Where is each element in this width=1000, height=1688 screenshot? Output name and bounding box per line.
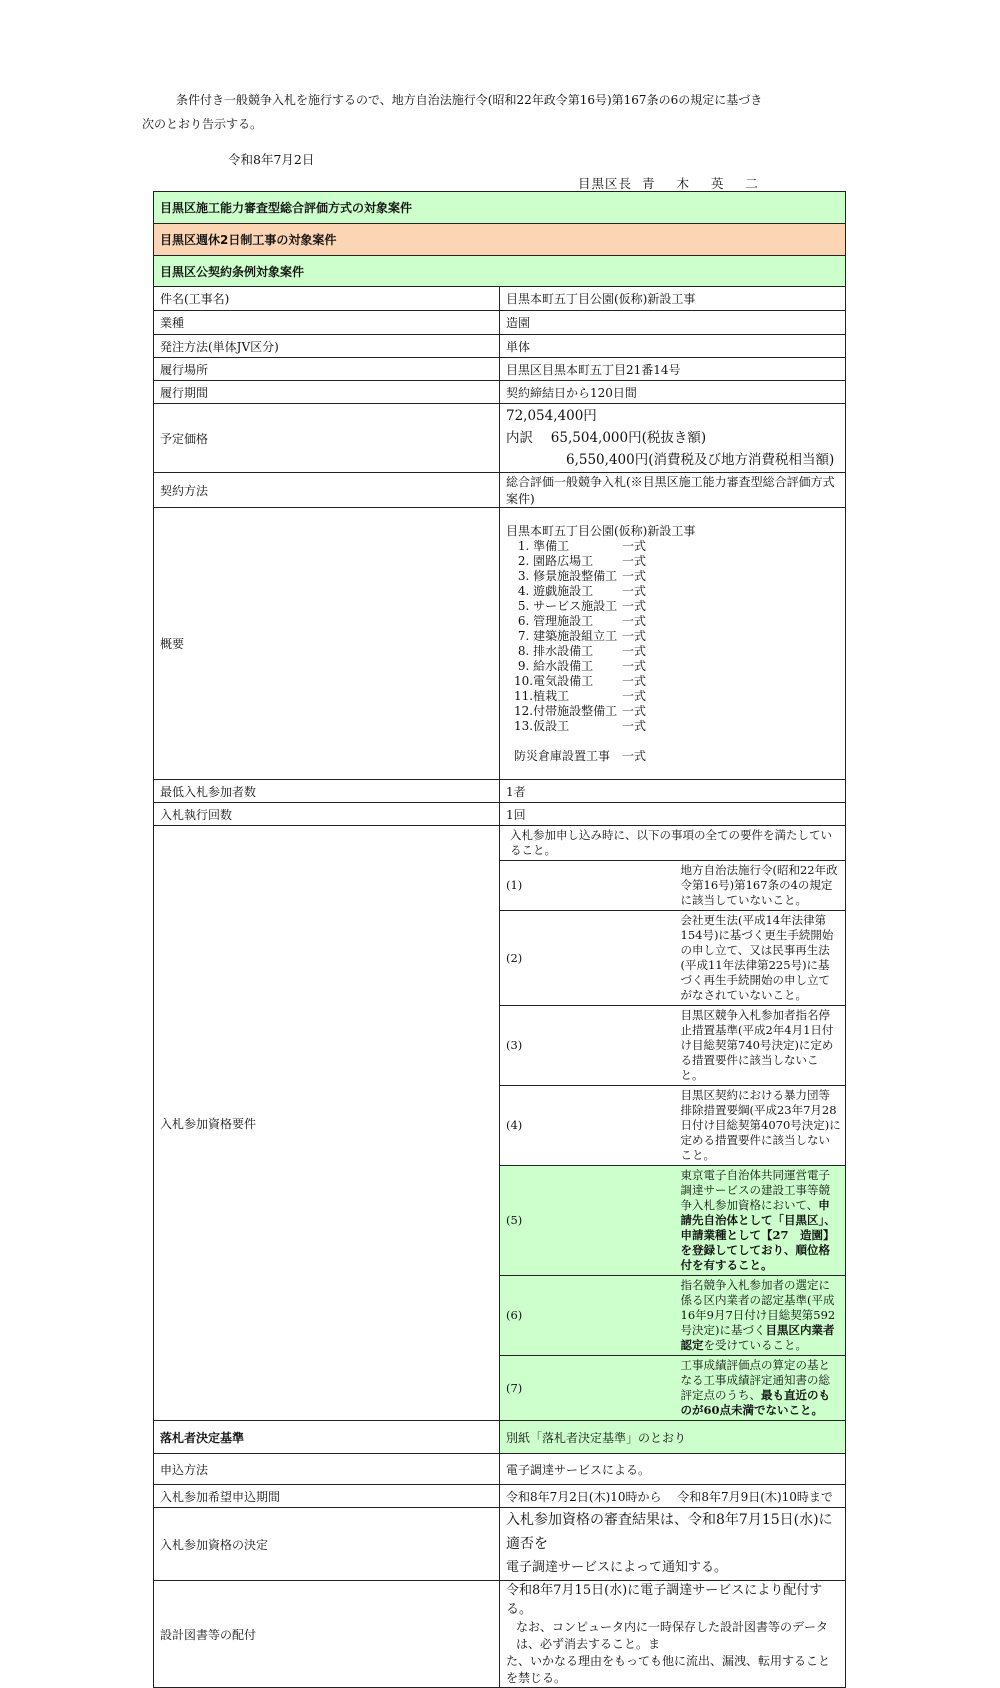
outline-item-qty: 一式: [622, 704, 647, 718]
header-public-contract: 目黒区公契約条例対象案件: [154, 256, 846, 287]
requirement-number: (5): [500, 1166, 673, 1276]
requirement-text-part: を受けていること。: [703, 1338, 807, 1352]
outline-item-name: 8. 排水設備工: [514, 644, 594, 658]
value-outline: [500, 508, 846, 780]
outline-item-name: 4. 遊戯施設工: [514, 584, 594, 598]
outline-item-qty: 一式: [622, 554, 647, 568]
row-application-period: [154, 1485, 846, 1508]
outline-item: [506, 614, 839, 629]
outline-item-name: 11.植栽工: [514, 689, 570, 703]
outline-item-name: 9. 給水設備工: [514, 659, 594, 673]
issuer: [578, 174, 767, 192]
value-requirements: [500, 826, 846, 1421]
label-requirements: 入札参加資格要件: [154, 826, 500, 1421]
value-contract: 総合評価一般競争入札(※目黒区施工能力審査型総合評価方式案件): [500, 473, 846, 508]
decision-line-2: 電子調達サービスによって通知する。: [506, 1560, 728, 1575]
requirement-text-part: 指名競争入札参加者の選定に係る区内業者の認定基準(平成16年9月7日付け目総契第592号決定)に基づく: [680, 1278, 836, 1337]
row-design-docs: [154, 1581, 846, 1688]
requirement-text: 目黒区競争入札参加者指名停止措置基準(平成2年4月1日付け目総契第740号決定)に定める措置要件に該当しないこと。: [673, 1006, 846, 1086]
value-type: 造園: [500, 311, 846, 335]
label-place: 履行場所: [154, 358, 500, 381]
requirement-number: (7): [500, 1356, 673, 1421]
requirements-intro: 入札参加申し込み時に、以下の事項の全ての要件を満たしていること。: [510, 828, 832, 857]
requirement-text: [673, 1356, 846, 1421]
row-apply-method: [154, 1454, 846, 1485]
label-order: 発注方法(単体JV区分): [154, 335, 500, 358]
requirement-number: (1): [500, 861, 673, 911]
design-line-3: た、いかなる理由をもっても他に流出、漏洩、転用することを禁じる。: [506, 1654, 831, 1685]
value-price: [500, 404, 846, 473]
header-row-public-contract: [154, 256, 846, 287]
outline-item-name: 13.仮設工: [514, 719, 570, 733]
label-bid-count: 入札執行回数: [154, 803, 500, 826]
label-award-criteria: 落札者決定基準: [154, 1421, 500, 1454]
intro-line-2: 次のとおり告示する。: [142, 117, 263, 131]
outline-item: [506, 689, 839, 704]
outline-item-qty: 一式: [622, 539, 647, 553]
row-type: [154, 311, 846, 335]
label-type: 業種: [154, 311, 500, 335]
requirement-number: (4): [500, 1086, 673, 1166]
outline-item-qty: 一式: [622, 719, 647, 733]
requirement-row-highlighted: [500, 1356, 845, 1421]
label-name: 件名(工事名): [154, 287, 500, 311]
value-application-period: 令和8年7月2日(木)10時から 令和8年7月9日(木)10時まで: [500, 1485, 846, 1508]
row-bid-count: [154, 803, 846, 826]
price-breakdown: 内訳 65,504,000円(税抜き額): [506, 430, 707, 446]
outline-item-qty: 一式: [622, 674, 647, 688]
outline-item-qty: 一式: [622, 629, 647, 643]
requirement-text: [673, 1166, 846, 1276]
outline-item: [506, 569, 839, 584]
outline-item-qty: 一式: [622, 644, 647, 658]
requirement-number: (2): [500, 911, 673, 1006]
row-min-bidders: [154, 780, 846, 803]
requirement-row-highlighted: [500, 1276, 845, 1356]
row-place: [154, 358, 846, 381]
requirement-text-part: 工事成績評価点の算定の基となる工事成績評定通知書の総評定点のうち、: [680, 1358, 830, 1402]
value-order: 単体: [500, 335, 846, 358]
outline-item: [506, 629, 839, 644]
requirement-text-bold: 目黒区内業者認定: [680, 1323, 835, 1352]
outline-extra: 防災倉庫設置工事 一式: [514, 749, 647, 763]
requirements-intro-row: [500, 826, 845, 861]
header-weekly-two-days-off: 目黒区週休2日制工事の対象案件: [154, 224, 846, 256]
header-row-weekly: [154, 224, 846, 256]
requirement-text: [673, 1276, 846, 1356]
requirement-row: [500, 1086, 845, 1166]
label-min-bidders: 最低入札参加者数: [154, 780, 500, 803]
row-order: [154, 335, 846, 358]
outline-item: [506, 644, 839, 659]
outline-item: [506, 554, 839, 569]
row-award-criteria: [154, 1421, 846, 1454]
row-qualification-decision: [154, 1508, 846, 1581]
value-min-bidders: 1者: [500, 780, 846, 803]
outline-item-qty: 一式: [622, 614, 647, 628]
outline-item-name: 12.付帯施設整備工: [514, 704, 618, 718]
outline-item-qty: 一式: [622, 569, 647, 583]
row-price: [154, 404, 846, 473]
outline-item: [506, 584, 839, 599]
value-period: 契約締結日から120日間: [500, 381, 846, 404]
outline-item-name: 1. 準備工: [514, 539, 570, 553]
requirement-text: 会社更生法(平成14年法律第154号)に基づく更生手続開始の申し立て、又は民事再生法(平成11年法律第225号)に基づく再生手続開始の申し立てがなされていないこと。: [673, 911, 846, 1006]
notice-table: [153, 191, 846, 1688]
row-period: [154, 381, 846, 404]
outline-item: [506, 539, 839, 554]
requirement-row-highlighted: [500, 1166, 845, 1276]
row-outline: [154, 508, 846, 780]
outline-item-qty: 一式: [622, 689, 647, 703]
value-qualification-decision: [500, 1508, 846, 1581]
row-requirements: [154, 826, 846, 1421]
label-application-period: 入札参加希望申込期間: [154, 1485, 500, 1508]
notice-date: 令和8年7月2日: [228, 152, 315, 167]
label-qualification-decision: 入札参加資格の決定: [154, 1508, 500, 1581]
outline-title: 目黒本町五丁目公園(仮称)新設工事: [506, 524, 696, 538]
decision-line-1: 入札参加資格の審査結果は、令和8年7月15日(水)に適否を: [506, 1512, 833, 1552]
requirement-text-bold: 申請先自治体として「目黒区」、申請業種として【27 造園】を登録してしており、順位格付を有すること。: [680, 1198, 836, 1272]
requirement-text: 目黒区契約における暴力団等排除措置要綱(平成23年7月28日付け目総契第4070号決定)に定める措置要件に該当しないこと。: [673, 1086, 846, 1166]
requirement-row: [500, 861, 845, 911]
outline-list: [506, 539, 839, 734]
requirement-row: [500, 911, 845, 1006]
outline-item: [506, 659, 839, 674]
label-price: 予定価格: [154, 404, 500, 473]
outline-item-name: 10.電気設備工: [514, 674, 594, 688]
outline-item: [506, 599, 839, 614]
price-total: 72,054,400円: [506, 408, 597, 424]
requirement-number: (3): [500, 1006, 673, 1086]
requirement-row: [500, 1006, 845, 1086]
requirement-text-bold: 最も直近のものが60点未満でないこと。: [680, 1388, 830, 1417]
label-outline: 概要: [154, 508, 500, 780]
outline-item-qty: 一式: [622, 659, 647, 673]
outline-item: [506, 704, 839, 719]
outline-item: [506, 719, 839, 734]
price-tax: 6,550,400円(消費税及び地方消費税相当額): [566, 452, 835, 468]
outline-item-name: 2. 園路広場工: [514, 554, 594, 568]
value-apply-method: 電子調達サービスによる。: [500, 1454, 846, 1485]
issuer-title: 目黒区長: [578, 176, 633, 191]
header-evaluation: 目黒区施工能力審査型総合評価方式の対象案件: [154, 192, 846, 224]
requirement-text-part: 東京電子自治体共同運営電子調達サービスの建設工事等競争入札参加資格において、: [680, 1168, 830, 1212]
design-line-2: なお、コンピュータ内に一時保存した設計図書等のデータは、必ず消去すること。ま: [516, 1620, 829, 1651]
outline-item-name: 3. 修景施設整備工: [514, 569, 618, 583]
requirements-table: [500, 826, 845, 1420]
intro-line-1: 条件付き一般競争入札を施行するので、地方自治法施行令(昭和22年政令第16号)第167条の6の規定に基づき: [176, 93, 763, 107]
row-name: [154, 287, 846, 311]
header-row-evaluation: [154, 192, 846, 224]
value-place: 目黒区目黒本町五丁目21番14号: [500, 358, 846, 381]
outline-item-name: 7. 建築施設組立工: [514, 629, 618, 643]
label-contract: 契約方法: [154, 473, 500, 508]
value-name: 目黒本町五丁目公園(仮称)新設工事: [500, 287, 846, 311]
outline-item: [506, 674, 839, 689]
outline-item-qty: 一式: [622, 599, 647, 613]
intro-text: [142, 88, 842, 136]
row-contract: [154, 473, 846, 508]
requirement-number: (6): [500, 1276, 673, 1356]
requirement-text: 地方自治法施行令(昭和22年政令第16号)第167条の4の規定に該当していないこと。: [673, 861, 846, 911]
value-award-criteria: 別紙「落札者決定基準」のとおり: [500, 1421, 846, 1454]
label-design-docs: 設計図書等の配付: [154, 1581, 500, 1688]
label-period: 履行期間: [154, 381, 500, 404]
outline-item-name: 5. サービス施設工: [514, 599, 618, 613]
value-design-docs: [500, 1581, 846, 1688]
design-line-1: 令和8年7月15日(水)に電子調達サービスにより配付する。: [506, 1583, 823, 1617]
outline-item-qty: 一式: [622, 584, 647, 598]
label-apply-method: 申込方法: [154, 1454, 500, 1485]
issuer-name: 青 木 英 二: [642, 176, 767, 191]
value-bid-count: 1回: [500, 803, 846, 826]
outline-item-name: 6. 管理施設工: [514, 614, 594, 628]
